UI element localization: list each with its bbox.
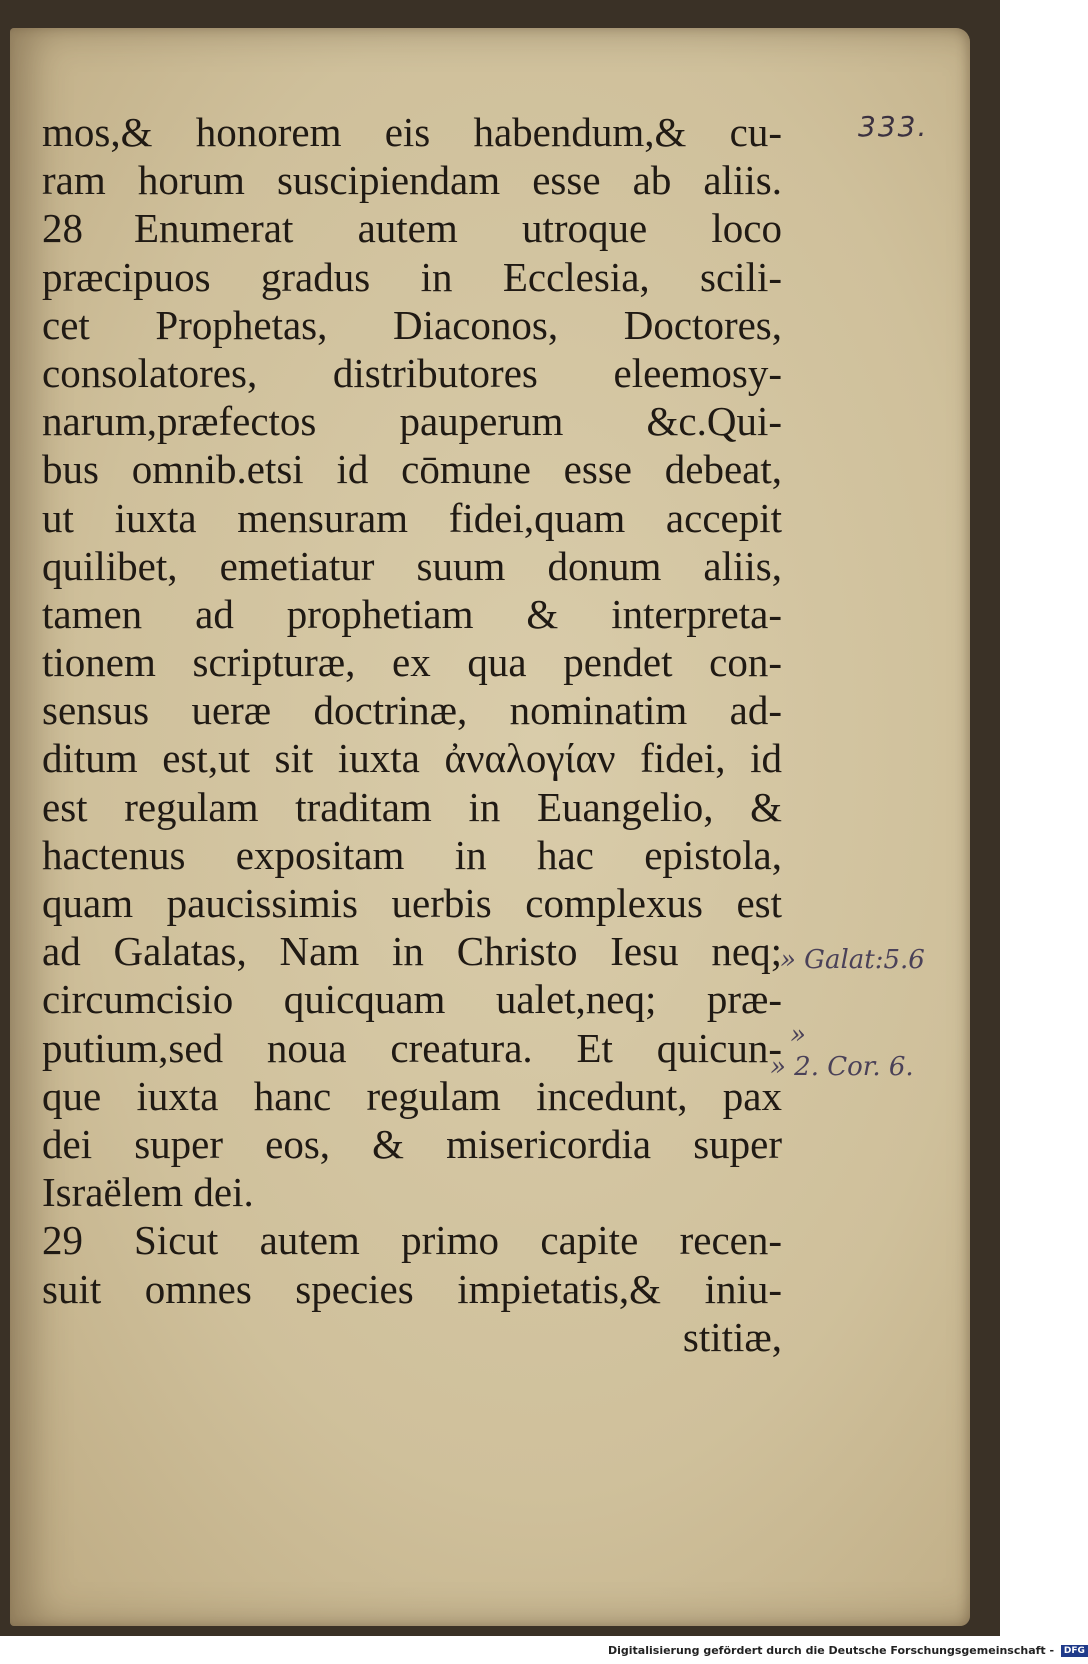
- text-line: [42, 1313, 782, 1361]
- page-number: 333.: [858, 110, 929, 143]
- line-text: mos,& honorem eis habendum,& cu-: [42, 109, 782, 155]
- text-line: [42, 1024, 782, 1072]
- line-text: sensus ueræ doctrinæ, nominatim ad-: [42, 687, 782, 734]
- text-line: [42, 301, 782, 349]
- line-text: præcipuos gradus in Ecclesia, scili-: [42, 253, 782, 300]
- line-text: est regulam traditam in Euangelio, &: [42, 783, 782, 830]
- line-text: quilibet, emetiatur suum donum aliis,: [42, 542, 782, 589]
- text-line: [42, 831, 782, 879]
- margin-note-galatians: » Galat:5.6: [780, 945, 925, 975]
- body-text: [42, 108, 782, 1361]
- line-text: hactenus expositam in hac epistola,: [42, 831, 782, 878]
- margin-note-quote-mark: »: [790, 1020, 806, 1050]
- text-line: [42, 975, 782, 1023]
- text-line: [42, 1168, 782, 1216]
- text-line: [42, 686, 782, 734]
- line-text: consolatores, distributores eleemosy-: [42, 349, 782, 396]
- line-text: bus omnib.etsi id cōmune esse debeat,: [42, 446, 782, 493]
- line-text: Enumerat autem utroque loco: [134, 205, 782, 252]
- line-text: ram horum suscipiendam esse ab aliis.: [42, 157, 782, 204]
- text-line: [42, 927, 782, 975]
- line-text: tionem scripturæ, ex qua pendet con-: [42, 639, 782, 686]
- line-text: narum,præfectos pauperum &c.Qui-: [42, 398, 782, 445]
- text-line: [42, 638, 782, 686]
- line-text: ad Galatas, Nam in Christo Iesu neq;: [42, 928, 782, 975]
- dfg-logo: DFG: [1061, 1645, 1088, 1657]
- text-line: [42, 445, 782, 493]
- line-text: quam paucissimis uerbis complexus est: [42, 880, 782, 926]
- text-line: [42, 734, 782, 782]
- text-line: [42, 204, 782, 252]
- text-line: [42, 397, 782, 445]
- text-line: [42, 1072, 782, 1120]
- text-line: [42, 1216, 782, 1264]
- text-line: [42, 108, 782, 156]
- line-text: que iuxta hanc regulam incedunt, pax: [42, 1072, 782, 1119]
- footer-credit: [608, 1644, 1088, 1657]
- line-text: putium,sed noua creatura. Et quicun-: [42, 1024, 782, 1071]
- text-line: [42, 783, 782, 831]
- text-line: [42, 156, 782, 204]
- text-line: [42, 494, 782, 542]
- text-line: [42, 253, 782, 301]
- line-text: circumcisio quicquam ualet,neq; præ-: [42, 976, 782, 1023]
- line-text: suit omnes species impietatis,& iniu-: [42, 1265, 782, 1312]
- text-line: [42, 542, 782, 590]
- line-text: Sicut autem primo capite recen-: [134, 1217, 782, 1264]
- paragraph-number: 28: [42, 205, 83, 252]
- line-text: Israëlem dei.: [42, 1169, 254, 1216]
- text-line: [42, 349, 782, 397]
- line-text: tamen ad prophetiam & interpreta-: [42, 590, 782, 637]
- line-text: ditum est,ut sit iuxta ἀναλογίαν fidei, id: [42, 735, 782, 782]
- footer-text: Digitalisierung gefördert durch die Deutsche Forschungsgemeinschaft -: [608, 1644, 1055, 1657]
- text-line: [42, 590, 782, 638]
- paragraph-number: 29: [42, 1217, 83, 1264]
- line-text: dei super eos, & misericordia super: [42, 1120, 782, 1167]
- line-text: ut iuxta mensuram fidei,quam accepit: [42, 494, 782, 541]
- line-text: cet Prophetas, Diaconos, Doctores,: [42, 301, 782, 348]
- line-text: stitiæ,: [682, 1313, 782, 1360]
- text-line: [42, 879, 782, 927]
- text-line: [42, 1265, 782, 1313]
- margin-note-corinthians: » 2. Cor. 6.: [770, 1052, 914, 1082]
- text-line: [42, 1120, 782, 1168]
